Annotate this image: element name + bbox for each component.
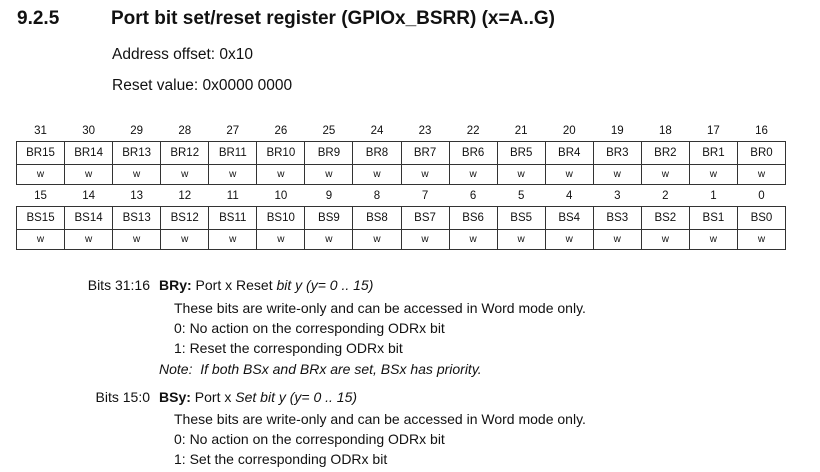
bit-name-cell: BS5 xyxy=(497,207,545,230)
bit-name-cell: BR14 xyxy=(65,142,113,165)
bit-name-cell: BS6 xyxy=(449,207,497,230)
bit-access-cell: w xyxy=(113,230,161,250)
bit-name-cell: BS7 xyxy=(401,207,449,230)
note-label: Note: xyxy=(159,361,193,377)
bsy-bits-range: Bits 15:0 xyxy=(95,389,150,405)
bit-access-cell: w xyxy=(353,230,401,250)
bit-name-cell: BS14 xyxy=(65,207,113,230)
bit-number-cell: 6 xyxy=(469,189,477,202)
bit-name-cell: BS8 xyxy=(353,207,401,230)
bit-number-cell: 2 xyxy=(662,189,669,202)
bit-number-cell: 20 xyxy=(562,124,576,137)
bsy-desc-italic: Set bit y (y= 0 .. 15) xyxy=(235,389,358,405)
bit-number-cell: 3 xyxy=(614,189,621,202)
bit-number-cell: 22 xyxy=(466,124,480,137)
bit-name-cell: BR6 xyxy=(449,142,497,165)
bit-number-cell: 12 xyxy=(178,189,192,202)
bit-name-cell: BR1 xyxy=(689,142,737,165)
reset-value: Reset value: 0x0000 0000 xyxy=(112,77,293,94)
bit-name-cell: BR15 xyxy=(17,142,65,165)
page-title: Port bit set/reset register (GPIOx_BSRR) (x=A..G) xyxy=(111,8,555,29)
bit-name-cell: BS3 xyxy=(593,207,641,230)
bit-number-cell: 15 xyxy=(34,189,47,202)
bry-line-2: 0: No action on the corresponding ODRx bit xyxy=(174,320,445,336)
bit-number-cell: 1 xyxy=(710,189,717,202)
bit-number-cell: 10 xyxy=(274,189,288,202)
bit-name-cell: BS9 xyxy=(305,207,353,230)
bit-number-cell: 18 xyxy=(658,124,672,137)
bit-number-cell: 21 xyxy=(514,124,528,137)
bit-access-cell: w xyxy=(65,165,113,185)
bry-bits-range: Bits 31:16 xyxy=(87,277,150,293)
bit-access-cell: w xyxy=(497,230,545,250)
bit-access-cell: w xyxy=(257,165,305,185)
bit-access-cell: w xyxy=(545,230,593,250)
bry-desc-plain: Port x Reset xyxy=(191,277,277,293)
bit-access-cell: w xyxy=(497,165,545,185)
bit-name-cell: BS4 xyxy=(545,207,593,230)
upper-bit-number-row xyxy=(17,120,786,142)
lower-bit-number-row xyxy=(17,185,786,207)
bit-access-cell: w xyxy=(401,165,449,185)
bsy-field-name: BSy: xyxy=(159,389,191,405)
bit-access-cell: w xyxy=(401,230,449,250)
bit-name-cell: BR7 xyxy=(401,142,449,165)
bit-number-cell: 14 xyxy=(82,189,95,202)
bit-number-cell: 8 xyxy=(373,189,381,202)
register-bit-table xyxy=(16,120,786,250)
bit-number-cell: 25 xyxy=(322,124,336,137)
bit-access-cell: w xyxy=(17,165,65,185)
bit-number-cell: 11 xyxy=(226,189,239,202)
bit-access-cell: w xyxy=(737,230,785,250)
bit-number-cell: 31 xyxy=(34,124,47,137)
bsy-desc-plain: Port x xyxy=(190,389,236,405)
bit-access-cell: w xyxy=(449,165,497,185)
address-offset: Address offset: 0x10 xyxy=(112,46,254,63)
bit-access-cell: w xyxy=(737,165,785,185)
bit-name-cell: BR0 xyxy=(737,142,785,165)
section-number: 9.2.5 xyxy=(17,8,60,29)
bit-access-cell: w xyxy=(161,230,209,250)
bit-name-cell: BR13 xyxy=(113,142,161,165)
bsy-line-1: These bits are write-only and can be accessed in Word mode only. xyxy=(174,411,586,427)
bry-note xyxy=(159,361,482,377)
bit-access-cell: w xyxy=(305,230,353,250)
bit-number-cell: 26 xyxy=(274,124,288,137)
bit-name-cell: BR8 xyxy=(353,142,401,165)
bit-number-cell: 17 xyxy=(707,124,720,137)
bry-line-1: These bits are write-only and can be accessed in Word mode only. xyxy=(174,300,586,316)
bit-access-cell: w xyxy=(641,165,689,185)
bit-access-cell: w xyxy=(689,230,737,250)
bit-number-cell: 29 xyxy=(130,124,144,137)
bit-number-cell: 19 xyxy=(610,124,624,137)
bit-name-cell: BR3 xyxy=(593,142,641,165)
bry-line-3: 1: Reset the corresponding ODRx bit xyxy=(174,340,403,356)
bit-number-cell: 28 xyxy=(178,124,192,137)
bit-name-cell: BR5 xyxy=(497,142,545,165)
bit-name-cell: BS12 xyxy=(161,207,209,230)
bit-name-cell: BS0 xyxy=(737,207,785,230)
bit-number-cell: 13 xyxy=(130,189,144,202)
bit-access-cell: w xyxy=(305,165,353,185)
bit-number-cell: 24 xyxy=(370,124,384,137)
bit-access-cell: w xyxy=(161,165,209,185)
bry-desc-italic: bit y (y= 0 .. 15) xyxy=(276,277,374,293)
bry-field-heading xyxy=(159,277,373,293)
note-text: If both BSx and BRx are set, BSx has priority. xyxy=(200,361,482,377)
bit-number-cell: 7 xyxy=(421,189,429,202)
lower-bit-name-row xyxy=(17,207,786,230)
bit-access-cell: w xyxy=(113,165,161,185)
bit-access-cell: w xyxy=(641,230,689,250)
bit-name-cell: BS10 xyxy=(257,207,305,230)
bit-access-cell: w xyxy=(545,165,593,185)
bit-access-cell: w xyxy=(17,230,65,250)
bit-name-cell: BR12 xyxy=(161,142,209,165)
bsy-field-heading xyxy=(159,389,357,405)
bsy-line-2: 0: No action on the corresponding ODRx bit xyxy=(174,431,445,447)
bit-name-cell: BS1 xyxy=(689,207,737,230)
bry-field-name: BRy: xyxy=(159,277,192,293)
bit-access-cell: w xyxy=(257,230,305,250)
bit-name-cell: BS13 xyxy=(113,207,161,230)
bit-access-cell: w xyxy=(65,230,113,250)
bit-name-cell: BR2 xyxy=(641,142,689,165)
bit-number-cell: 23 xyxy=(418,124,432,137)
bit-number-cell: 5 xyxy=(517,189,525,202)
bit-name-cell: BR11 xyxy=(209,142,257,165)
bit-name-cell: BR9 xyxy=(305,142,353,165)
bit-number-cell: 30 xyxy=(82,124,95,137)
bit-number-cell: 27 xyxy=(226,124,240,137)
bit-name-cell: BR4 xyxy=(545,142,593,165)
bit-number-cell: 0 xyxy=(758,189,765,202)
bit-access-cell: w xyxy=(689,165,737,185)
bit-access-cell: w xyxy=(449,230,497,250)
lower-bit-access-row xyxy=(17,230,786,250)
bit-access-cell: w xyxy=(209,165,257,185)
bit-number-cell: 9 xyxy=(325,189,333,202)
bit-number-cell: 16 xyxy=(755,124,768,137)
bit-access-cell: w xyxy=(353,165,401,185)
upper-bit-access-row xyxy=(17,165,786,185)
bit-number-cell: 4 xyxy=(566,189,573,202)
bit-name-cell: BS11 xyxy=(209,207,257,230)
upper-bit-name-row xyxy=(17,142,786,165)
bit-access-cell: w xyxy=(593,165,641,185)
bit-access-cell: w xyxy=(209,230,257,250)
bit-name-cell: BS15 xyxy=(17,207,65,230)
bit-name-cell: BS2 xyxy=(641,207,689,230)
bsy-line-3: 1: Set the corresponding ODRx bit xyxy=(174,451,388,467)
bit-name-cell: BR10 xyxy=(257,142,305,165)
bit-access-cell: w xyxy=(593,230,641,250)
